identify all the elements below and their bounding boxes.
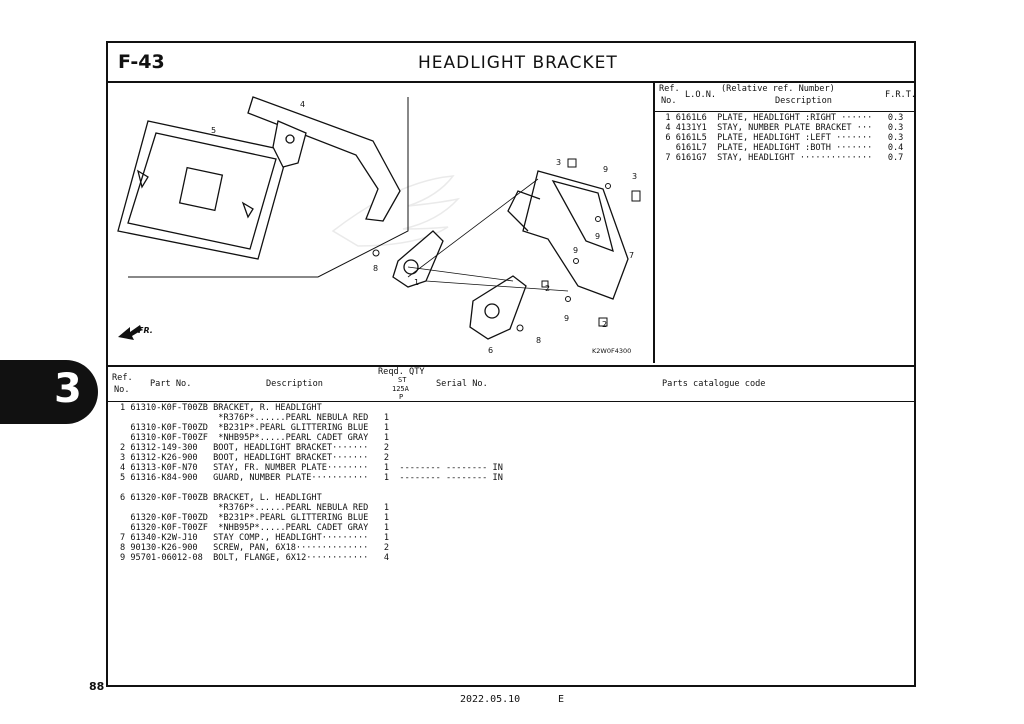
callout: 9: [564, 314, 570, 323]
callout: 3: [632, 172, 638, 181]
table-row: 4 61313-K0F-N70 STAY, FR. NUMBER PLATE········ 1 -------- -------- IN: [120, 463, 503, 473]
table-row: *R376P*......PEARL NEBULA RED 1: [120, 413, 390, 423]
table-row: 61320-K0F-T00ZF *NHB95P*.....PEARL CADET GRAY 1: [120, 523, 390, 533]
table-row: 9 95701-06012-08 BOLT, FLANGE, 6X12············ 4: [120, 553, 390, 563]
table-row: 5 61316-K84-900 GUARD, NUMBER PLATE··········· 1 -------- -------- IN: [120, 473, 503, 483]
diagram-code: K2W0F4300: [592, 347, 632, 355]
number-plate-guard-part: [118, 121, 288, 259]
figure-title: HEADLIGHT BRACKET: [418, 53, 618, 73]
front-label: FR.: [138, 326, 153, 335]
callout: 9: [603, 165, 609, 174]
callout: 1: [414, 278, 420, 287]
parts-table-header: Ref. No. Part No. Description Reqd. QTY ST 125A P Serial No. Parts catalogue code: [108, 365, 914, 402]
ref-row: 4 4131Y1 STAY, NUMBER PLATE BRACKET ··· 0.3: [655, 123, 904, 133]
parts-page-frame: [106, 41, 916, 687]
callout: 5: [211, 126, 217, 135]
table-row: 61320-K0F-T00ZD *B231P*.PEARL GLITTERING BLUE 1: [120, 513, 390, 523]
callout: 9: [573, 246, 579, 255]
table-row: 2 61312-149-300 BOOT, HEADLIGHT BRACKET······· 2: [120, 443, 390, 453]
ref-row: 1 6161L6 PLATE, HEADLIGHT :RIGHT ······ 0.3: [655, 113, 904, 123]
callout: 7: [629, 251, 635, 260]
figure-header: [108, 43, 914, 83]
footer-date: 2022.05.10: [460, 694, 521, 705]
ref-table-header: Ref. No. L.O.N. (Relative ref. Number) Description F.R.T.: [655, 81, 914, 112]
ref-row: 7 6161G7 STAY, HEADLIGHT ·············· 0.7: [655, 153, 904, 163]
diagram-drawing: [108, 81, 653, 363]
headlight-stay-part: [508, 171, 628, 299]
table-row: *R376P*......PEARL NEBULA RED 1: [120, 503, 390, 513]
exploded-diagram: [108, 81, 655, 363]
ref-row: 6161L7 PLATE, HEADLIGHT :BOTH ······· 0.4: [655, 143, 904, 153]
callout: 9: [595, 232, 601, 241]
callout: 2: [545, 284, 551, 293]
page-number: 88: [89, 680, 105, 693]
callout: 4: [300, 100, 306, 109]
callout: 3: [556, 158, 562, 167]
table-row: 6 61320-K0F-T00ZB BRACKET, L. HEADLIGHT: [120, 493, 322, 503]
section-tab[interactable]: [0, 360, 98, 424]
table-row: 61310-K0F-T00ZF *NHB95P*.....PEARL CADET GRAY 1: [120, 433, 390, 443]
table-row: 7 61340-K2W-J10 STAY COMP., HEADLIGHT········· 1: [120, 533, 390, 543]
table-row: 61310-K0F-T00ZD *B231P*.PEARL GLITTERING BLUE 1: [120, 423, 390, 433]
table-row: 8 90130-K26-900 SCREW, PAN, 6X18·············· 2: [120, 543, 390, 553]
footer-edition: E: [558, 694, 565, 705]
table-row: 3 61312-K26-900 BOOT, HEADLIGHT BRACKET······· 2: [120, 453, 390, 463]
callout: 2: [602, 320, 608, 329]
table-row: 1 61310-K0F-T00ZB BRACKET, R. HEADLIGHT: [120, 403, 322, 413]
callout: 6: [488, 346, 494, 355]
section-number: 3: [54, 366, 82, 412]
ref-row: 6 6161L5 PLATE, HEADLIGHT :LEFT ······· 0.3: [655, 133, 904, 143]
ref-labor-table: [655, 81, 917, 363]
figure-code: F-43: [118, 51, 165, 73]
callout: 8: [373, 264, 379, 273]
callout: 8: [536, 336, 542, 345]
